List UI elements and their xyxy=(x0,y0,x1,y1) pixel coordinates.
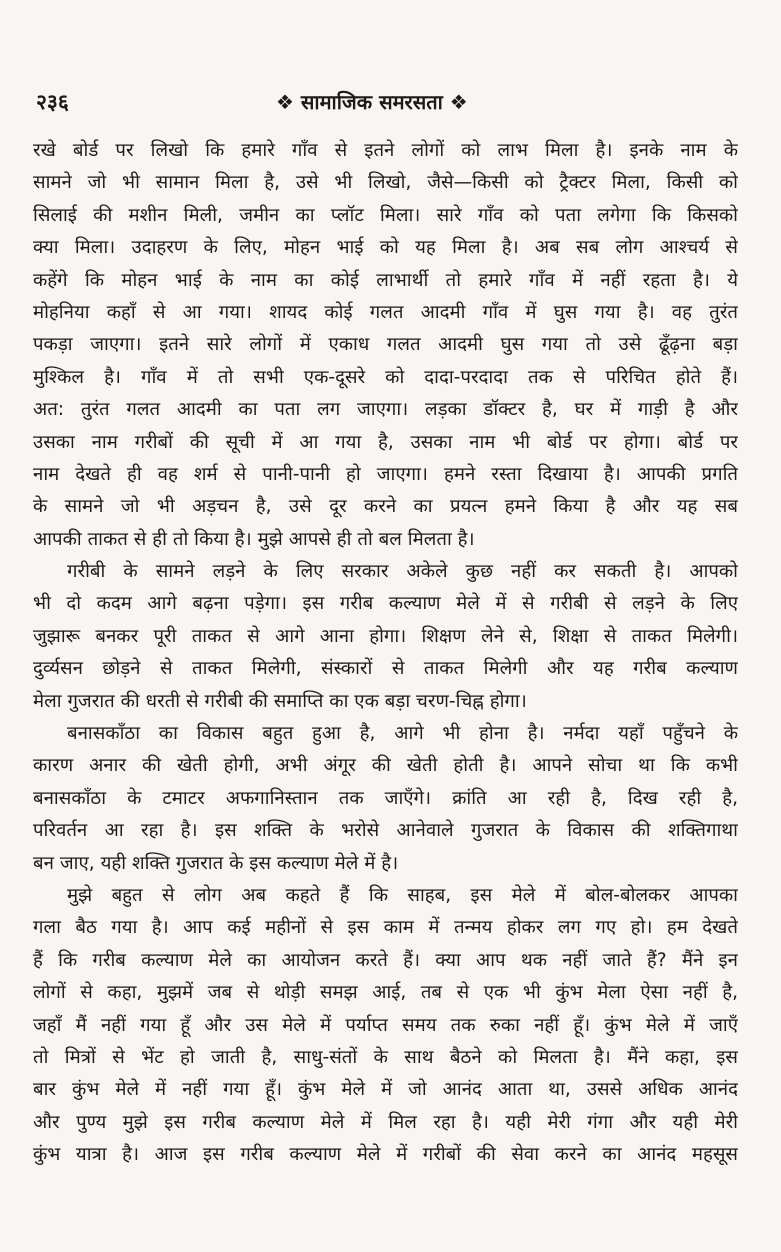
text-line: लोगों से कहा, मुझमें जब से थोड़ी समझ आई, तब से एक भी कुंभ मेला ऐसा नहीं है, xyxy=(33,982,738,1004)
text-line: बन जाए, यही शक्ति गुजरात के इस कल्याण मेले में है। xyxy=(33,852,399,874)
text-line: मुझे बहुत से लोग अब कहते हैं कि साहब, इस मेले में बोल-बोलकर आपका xyxy=(67,884,738,906)
text-line: आपकी ताकत से ही तो किया है। मुझे आपसे ही तो बल मिलता है। xyxy=(33,528,475,550)
text-line: गरीबी के सामने लड़ने के लिए सरकार अकेले कुछ नहीं कर सकती है। आपको xyxy=(67,561,738,583)
text-line: कुंभ यात्रा है। आज इस गरीब कल्याण मेले में गरीबों की सेवा करने का आनंद महसूस xyxy=(33,1144,738,1166)
text-line: सिलाई की मशीन मिली, जमीन का प्लॉट मिला। सारे गाँव को पता लगेगा कि किसको xyxy=(33,204,738,226)
text-line: परिवर्तन आ रहा है। इस शक्ति के भरोसे आनेवाले गुजरात के विकास की शक्तिगाथा xyxy=(33,820,738,842)
text-line: और पुण्य मुझे इस गरीब कल्याण मेले में मिल रहा है। यही मेरी गंगा और यही मेरी xyxy=(33,1111,738,1133)
paragraph-4 xyxy=(33,880,738,1172)
text-line: पकड़ा जाएगा। इतने सारे लोगों में एकाध गलत आदमी घुस गया तो उसे ढूँढ़ना बड़ा xyxy=(33,334,738,356)
text-line: के सामने जो भी अड़चन है, उसे दूर करने का प्रयत्न हमने किया है और यह सब xyxy=(33,496,738,518)
text-line: कहेंगे कि मोहन भाई के नाम का कोई लाभार्थी तो हमारे गाँव में नहीं रहता है। ये xyxy=(33,269,738,291)
paragraph-1 xyxy=(33,135,738,556)
text-line: बार कुंभ मेले में नहीं गया हूँ। कुंभ मेले में जो आनंद आता था, उससे अधिक आनंद xyxy=(33,1079,738,1101)
text-line: क्या मिला। उदाहरण के लिए, मोहन भाई को यह मिला है। अब सब लोग आश्चर्य से xyxy=(33,237,738,259)
text-line: नाम देखते ही वह शर्म से पानी-पानी हो जाएगा। हमने रस्ता दिखाया है। आपकी प्रगति xyxy=(33,463,738,485)
running-title: ❖ सामाजिक समरसता ❖ xyxy=(276,90,468,114)
text-line: मुश्किल है। गाँव में तो सभी एक-दूसरे को दादा-परदादा तक से परिचित होते हैं। xyxy=(33,366,738,388)
text-line: भी दो कदम आगे बढ़ना पड़ेगा। इस गरीब कल्याण मेले में से गरीबी से लड़ने के लिए xyxy=(33,593,738,615)
text-line: उसका नाम गरीबों की सूची में आ गया है, उसका नाम भी बोर्ड पर होगा। बोर्ड पर xyxy=(33,431,738,453)
text-line: बनासकाँठा के टमाटर अफगानिस्तान तक जाएँगे। क्रांति आ रही है, दिख रही है, xyxy=(33,787,738,809)
page-number: २३६ xyxy=(36,89,69,114)
body-text xyxy=(33,135,738,1172)
text-line: मोहनिया कहाँ से आ गया। शायद कोई गलत आदमी गाँव में घुस गया है। वह तुरंत xyxy=(33,301,738,323)
text-line: सामने जो भी सामान मिला है, उसे भी लिखो, जैसे—किसी को ट्रैक्टर मिला, किसी को xyxy=(33,172,738,194)
text-line: रखे बोर्ड पर लिखो कि हमारे गाँव से इतने लोगों को लाभ मिला है। इनके नाम के xyxy=(33,140,738,161)
text-line: तो मित्रों से भेंट हो जाती है, साधु-संतों के साथ बैठने को मिलता है। मैंने कहा, इस xyxy=(33,1046,738,1068)
page-header xyxy=(36,88,721,118)
text-line: दुर्व्यसन छोड़ने से ताकत मिलेगी, संस्कारों से ताकत मिलेगी और यह गरीब कल्याण xyxy=(33,658,738,680)
paragraph-3 xyxy=(33,718,738,880)
text-line: अत: तुरंत गलत आदमी का पता लग जाएगा। लड़का डॉक्टर है, घर में गाड़ी है और xyxy=(33,399,738,421)
paragraph-2 xyxy=(33,556,738,718)
text-line: कारण अनार की खेती होगी, अभी अंगूर की खेती होती है। आपने सोचा था कि कभी xyxy=(33,755,738,777)
text-line: बनासकाँठा का विकास बहुत हुआ है, आगे भी होना है। नर्मदा यहाँ पहुँचने के xyxy=(67,723,738,745)
text-line: जुझारू बनकर पूरी ताकत से आगे आना होगा। शिक्षण लेने से, शिक्षा से ताकत मिलेगी। xyxy=(33,625,738,647)
text-line: हैं कि गरीब कल्याण मेले का आयोजन करते हैं। क्या आप थक नहीं जाते हैं? मैंने इन xyxy=(33,949,738,971)
text-line: गला बैठ गया है। आप कई महीनों से इस काम में तन्मय होकर लग गए हो। हम देखते xyxy=(33,917,738,939)
text-line: मेला गुजरात की धरती से गरीबी की समाप्ति का एक बड़ा चरण-चिह्न होगा। xyxy=(33,690,527,712)
text-line: जहाँ मैं नहीं गया हूँ और उस मेले में पर्याप्त समय तक रुका नहीं हूँ। कुंभ मेले में जाएँ xyxy=(33,1014,738,1036)
